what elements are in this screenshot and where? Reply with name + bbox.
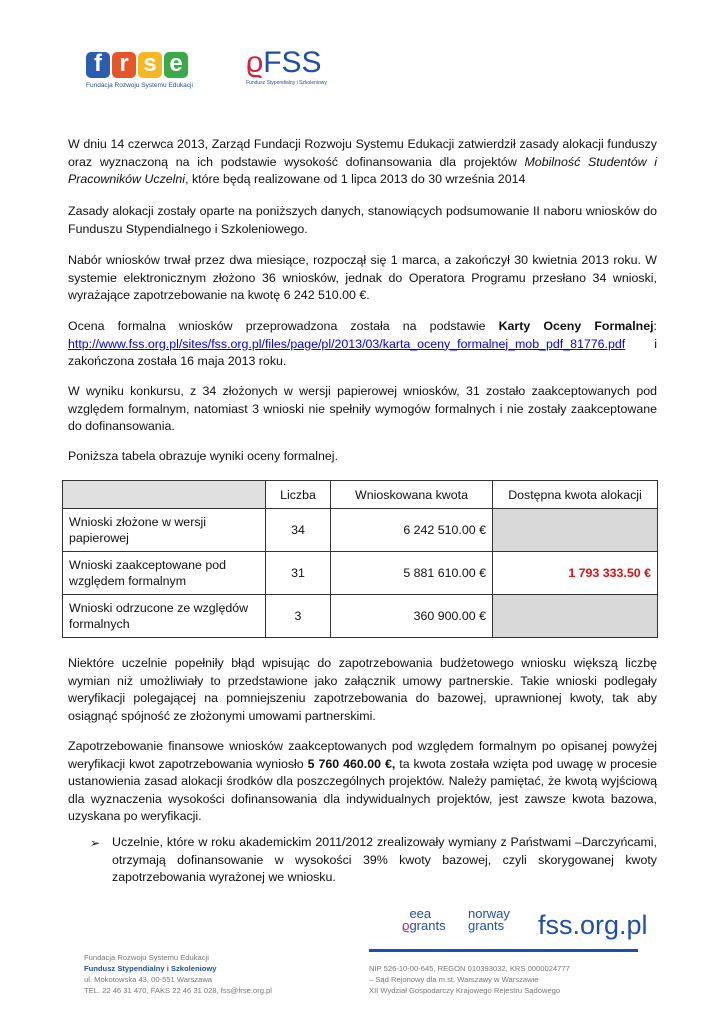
- text: Zapotrzebowanie finansowe wniosków zaakceptowanych pod względem formalnym po opisanej powyżej weryfikacji kwot zapotrzebowania wyniosło: [68, 739, 657, 771]
- bullet-item: Uczelnie, które w roku akademickim 2011/2012 zrealizowały wymiany z Państwami –Darczyńcami, otrzymają dofinansowanie w wysokości 39% kwoty bazowej, czyli skorygowanej kwoty zapotrzebowania wyrażonej we wniosku.: [112, 835, 657, 885]
- arrow-bullet-icon: ➢: [90, 836, 101, 850]
- header-cell: Liczba: [266, 481, 331, 509]
- paragraph-amount: [68, 738, 657, 826]
- cell: 34: [266, 509, 331, 552]
- paragraph-evaluation: [68, 318, 657, 371]
- cell: 31: [266, 552, 331, 595]
- project-name: Mobilność Studentów i Pracowników Uczelni: [68, 154, 657, 187]
- text: ta kwota została wzięta pod uwagę w procesie ustanowienia zasad alokacji środków dla poszczególnych projektów. Należy pamiętać, że kwotą wyjściową dla wyznaczenia wysokości dofinansowania dla indywidualnych projektów, jest zawsze kwota bazowa, uzyskana po weryfikacji.: [68, 756, 658, 824]
- footer-line: Fundusz Stypendialny i Szkoleniowy: [84, 964, 217, 973]
- allocation-cell: 1 793 333.50 €: [493, 552, 658, 595]
- site-logo: fss.org.pl: [538, 910, 648, 940]
- paragraph-call: Nabór wniosków trwał przez dwa miesiące, rozpoczął się 1 marca, a zakończył 30 kwietnia 2013 roku. W systemie elektronicznym złożono 36 wniosków, jednak do Operatora Programu przesłano 34 wnioski, wyrażające zapotrzebowanie na kwotę 6 242 510.00 €.: [68, 253, 657, 303]
- table-header: [63, 481, 658, 509]
- cell: Wnioski złożone w wersji papierowej: [63, 509, 266, 552]
- logo-letter: s: [138, 52, 162, 78]
- table-row: [63, 595, 658, 638]
- footer-divider: [369, 949, 638, 952]
- cell: [493, 595, 658, 638]
- footer-registry: [369, 963, 570, 996]
- total-amount: 5 760 460.00 €,: [307, 756, 396, 771]
- paragraph-table-intro: Poniższa tabela obrazuje wyniki oceny formalnej.: [68, 449, 338, 463]
- cell: 5 881 610.00 €: [331, 552, 493, 595]
- cell: 360 900.00 €: [331, 595, 493, 638]
- header-cell: Wnioskowana kwota: [331, 481, 493, 509]
- cell: 6 242 510.00 €: [331, 509, 493, 552]
- fss-name: Fundusz Stypendialny i Szkoleniowy: [246, 80, 327, 86]
- footer-line: ul. Mokotowska 43, 00-551 Warszawa: [84, 975, 213, 984]
- fss-logo: ϱFSS Fundusz Stypendialny i Szkoleniowy: [246, 46, 327, 86]
- cell: Wnioski odrzucone ze względów formalnych: [63, 595, 266, 638]
- table-row: [63, 509, 658, 552]
- cell: [493, 509, 658, 552]
- form-link[interactable]: http://www.fss.org.pl/sites/fss.org.pl/files/page/pl/2013/03/karta_oceny_formalnej_mob_pdf_81776.pdf: [68, 336, 626, 351]
- norway-grants-logo: norway grants: [468, 906, 510, 933]
- paragraph-verification: Niektóre uczelnie popełniły błąd wpisując do zapotrzebowania budżetowego wniosku większą liczbę wymian niż umożliwiały to przedstawione jako załącznik umowy partnerskie. Takie wnioski podlegały weryfikacji polegającej na pomniejszeniu zapotrzebowania do bazowej, uprawnionej kwoty, tak aby osiągnąć spójność ze złożonymi umowami partnerskimi.: [68, 656, 657, 723]
- paragraph-basis: Zasady alokacji zostały oparte na poniższych danych, stanowiących podsumowanie II naboru wniosków do Funduszu Stypendialnego i Szkoleniowego.: [68, 204, 657, 236]
- logo-letter: f: [86, 52, 110, 78]
- paragraph-intro: [68, 136, 657, 189]
- text: W dniu 14 czerwca 2013, Zarząd Fundacji Rozwoju Systemu Edukacji zatwierdził zasady alokacji funduszy oraz wyznaczoną na ich podstawie wysokość dofinansowania dla projektów: [68, 137, 657, 169]
- footer-line: TEL. 22 46 31 470, FAKS 22 46 31 028, fss@frse.org.pl: [84, 986, 272, 995]
- footer-address: [84, 952, 272, 996]
- paragraph-results: W wyniku konkursu, z 34 złożonych w wersji papierowej wniosków, 31 zostało zaakceptowanych pod względem formalnym, natomiast 3 wnioski nie spełniły wymogów formalnych i nie zostały zaakceptowane do dofinansowania.: [68, 384, 657, 434]
- logo-letter: e: [164, 52, 188, 78]
- header-cell: Dostępna kwota alokacji: [493, 481, 658, 509]
- footer-line: – Sąd Rejonowy dla m.st. Warszawy w Warszawie: [369, 975, 539, 984]
- frse-logo: [86, 52, 193, 89]
- cell: 3: [266, 595, 331, 638]
- footer-line: NIP 526-10-00-645, REGON 010393032, KRS 0000024777: [369, 964, 570, 973]
- form-name: Karty Oceny Formalnej: [498, 319, 654, 333]
- text: , które będą realizowane od 1 lipca 2013 do 30 września 2014: [185, 172, 526, 187]
- footer-line: XII Wydział Gospodarczy Krajowego Rejestru Sądowego: [369, 986, 561, 995]
- text: Ocena formalna wniosków przeprowadzona została na podstawie: [68, 319, 499, 333]
- results-table: [62, 480, 658, 638]
- fss-logo-text: FSS: [263, 46, 322, 79]
- text: i zakończona została 16 maja 2013 roku.: [68, 336, 657, 369]
- eea-grants-logo: ϱeea grants: [402, 906, 446, 933]
- footer-line: Fundacja Rozwoju Systemu Edukacji: [84, 953, 209, 962]
- frse-name: Fundacja Rozwoju Systemu Edukacji: [86, 82, 193, 89]
- header-cell: [63, 481, 266, 509]
- text: :: [653, 319, 657, 333]
- logo-letter: r: [112, 52, 136, 78]
- cell: Wnioski zaakceptowane pod względem formalnym: [63, 552, 266, 595]
- eea-text: eea grants: [409, 906, 446, 933]
- table-row: [63, 552, 658, 595]
